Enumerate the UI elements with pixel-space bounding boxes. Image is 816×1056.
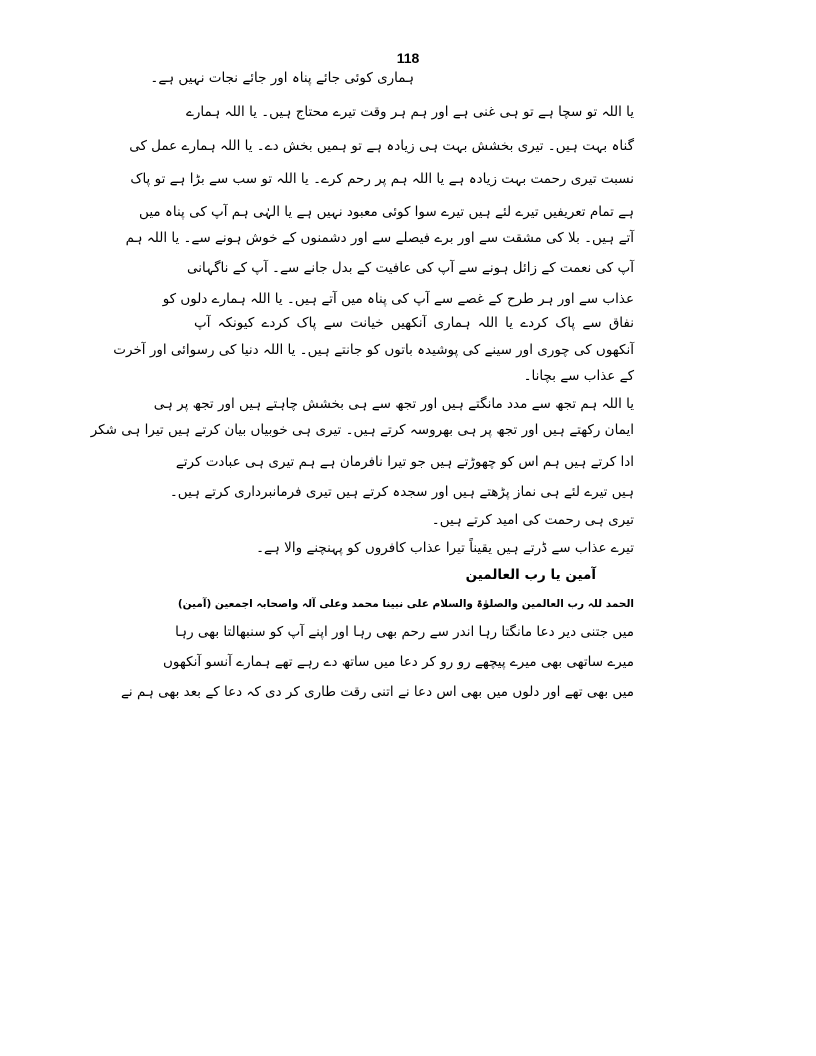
text-line: آمین یا رب العالمین (465, 567, 596, 583)
text-line: ہماری کوئی جائے پناہ اور جائے نجات نہیں ہے۔ (150, 70, 414, 86)
text-line: ادا کرتے ہیں ہم اس کو چھوڑتے ہیں جو تیرا نافرمان ہے ہم تیری ہی عبادت کرتے (175, 454, 634, 470)
text-line: عذاب سے اور ہر طرح کے غصے سے آپ کی پناہ میں آتے ہیں۔ یا اللہ ہمارے دلوں کو (162, 291, 634, 307)
text-line: نفاق سے پاک کردے یا اللہ ہماری آنکھیں خیانت سے پاک کردے کیونکہ آپ (194, 315, 634, 331)
text-line: میں جتنی دیر دعا مانگتا رہا اندر سے رحم بھی رہا اور اپنے آپ کو سنبھالتا بھی رہا (175, 624, 634, 640)
text-line: یا اللہ تو سچا ہے تو ہی غنی ہے اور ہم ہر وقت تیرے محتاج ہیں۔ یا اللہ ہمارے (186, 104, 634, 120)
text-line: آپ کی نعمت کے زائل ہونے سے آپ کی عافیت کے بدل جانے سے۔ آپ کے ناگہانی (187, 260, 634, 276)
page-number: 118 (396, 50, 420, 66)
text-line: میرے ساتھی بھی میرے پیچھے رو رو کر دعا میں ساتھ دے رہے تھے ہمارے آنسو آنکھوں (163, 654, 634, 670)
text-line: کے عذاب سے بچانا۔ (523, 368, 634, 384)
text-line: ایمان رکھتے ہیں اور تجھ پر ہی بھروسہ کرتے ہیں۔ تیری ہی خوبیاں بیان کرتے ہیں تیرا ہی شکر (90, 422, 634, 438)
text-line: تیرے عذاب سے ڈرتے ہیں یقیناً تیرا عذاب کافروں کو پہنچنے والا ہے۔ (256, 540, 634, 556)
text-line: تیری ہی رحمت کی امید کرتے ہیں۔ (431, 512, 634, 528)
text-line: نسبت تیری رحمت بہت زیادہ ہے یا اللہ ہم پر رحم کرے۔ یا اللہ تو سب سے بڑا ہے تو پاک (130, 171, 634, 187)
text-line: آتے ہیں۔ بلا کی مشقت سے اور برے فیصلے سے اور دشمنوں کے خوش ہونے سے۔ یا اللہ ہم (125, 230, 634, 246)
text-line: گناہ بہت ہیں۔ تیری بخشش بہت ہی زیادہ ہے تو ہمیں بخش دے۔ یا اللہ ہمارے عمل کی (129, 138, 634, 154)
text-line: الحمد للہ رب العالمین والصلوٰۃ والسلام علی نبینا محمد وعلی آلہ واصحابہ اجمعین (آمین) (177, 598, 634, 610)
text-line: یا اللہ ہم تجھ سے مدد مانگتے ہیں اور تجھ سے ہی بخشش چاہتے ہیں اور تجھ پر ہی (153, 396, 634, 412)
text-line: میں بھی تھے اور دلوں میں بھی اس دعا نے اتنی رقت طاری کر دی کہ دعا کے بعد بھی ہم نے (121, 684, 634, 700)
text-line: ہے تمام تعریفیں تیرے لئے ہیں تیرے سوا کوئی معبود نہیں ہے یا الہٰی ہم آپ کی پناہ میں (139, 204, 634, 220)
text-line: ہیں تیرے لئے ہی نماز پڑھتے ہیں اور سجدہ کرتے ہیں تیری فرمانبرداری کرتے ہیں۔ (169, 484, 634, 500)
text-line: آنکھوں کی چوری اور سینے کی پوشیدہ باتوں کو جانتے ہیں۔ یا اللہ دنیا کی رسوائی اور آخرت (113, 342, 634, 358)
